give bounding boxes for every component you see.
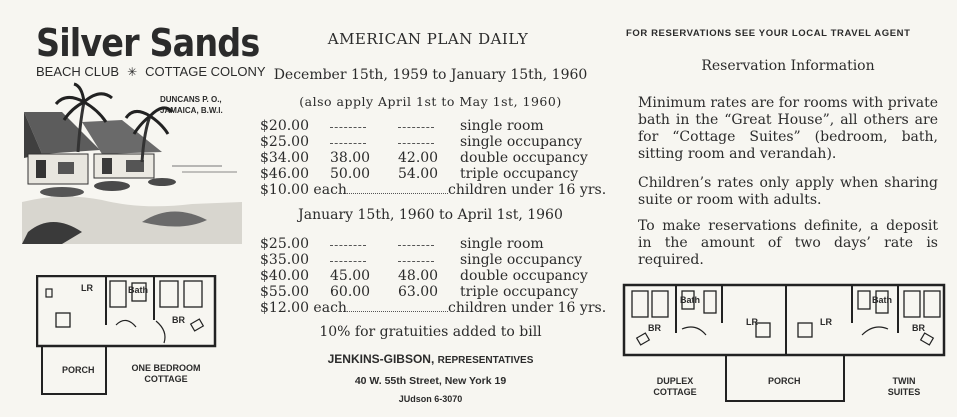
plan-label-lr: LR: [81, 283, 93, 293]
rate-row: [258, 236, 618, 252]
rate-desc: double occupancy: [460, 268, 588, 284]
rate-cell: $46.00: [260, 166, 309, 182]
rate-cell: 63.00: [398, 284, 439, 300]
rate-desc: single occupancy: [460, 134, 583, 150]
caption-line-1: ONE BEDROOM: [131, 363, 201, 373]
plan-label-lr-left: LR: [746, 317, 758, 327]
rate-cell: 38.00: [330, 150, 371, 166]
plan-label-br-right: BR: [912, 323, 925, 333]
rate-cell: 60.00: [330, 284, 371, 300]
brand-title: Silver Sands: [36, 21, 260, 65]
period-1-note: (also apply April 1st to May 1st, 1960): [299, 94, 562, 109]
rate-desc: children under 16 yrs.: [448, 300, 607, 316]
rep-address: 40 W. 55th Street, New York 19: [354, 375, 507, 387]
rate-cell: 54.00: [398, 166, 439, 182]
rate-desc: triple occupancy: [460, 284, 579, 300]
address-line-1: DUNCANS P. O.,: [160, 95, 222, 104]
rate-cell: 42.00: [398, 150, 439, 166]
caption-line-1: DUPLEX: [656, 376, 694, 386]
reservation-para-1: Minimum rates are for rooms with private bath in the “Great House”, all others are for “Cottage Suites” (bedroom, bath, sitting room and verandah).: [638, 95, 938, 162]
rate-row: [258, 284, 618, 300]
caption-line-2: SUITES: [887, 387, 921, 397]
representatives: [258, 352, 603, 366]
dash-placeholder: [398, 252, 434, 262]
rate-desc: triple occupancy: [460, 166, 579, 182]
rates-heading: AMERICAN PLAN DAILY: [327, 30, 529, 48]
period-2-heading: January 15th, 1960 to April 1st, 1960: [298, 207, 563, 223]
rate-desc: single room: [460, 236, 544, 252]
plan-label-bath: Bath: [128, 285, 148, 295]
rate-row: [258, 268, 618, 284]
rate-row: [258, 134, 618, 150]
rate-desc: single occupancy: [460, 252, 583, 268]
rate-desc: single room: [460, 118, 544, 134]
rate-row: [258, 118, 618, 134]
rate-cell: $34.00: [260, 150, 309, 166]
twin-suites-caption: [874, 376, 934, 398]
duplex-caption: [640, 376, 710, 398]
one-bedroom-caption: [126, 363, 206, 385]
rep-title: REPRESENTATIVES: [437, 355, 534, 366]
period-1-heading: December 15th, 1959 to January 15th, 1960: [273, 67, 588, 83]
plan-label-lr-right: LR: [820, 317, 832, 327]
caption-line-2: COTTAGE: [144, 374, 188, 384]
dash-placeholder: [398, 118, 434, 128]
gratuities-note: 10% for gratuities added to bill: [319, 324, 542, 340]
dash-placeholder: [330, 236, 366, 246]
dash-placeholder: [398, 236, 434, 246]
brand-block: [36, 21, 266, 79]
plan-label-br: BR: [172, 315, 185, 325]
rate-row: [258, 166, 618, 182]
cottage-illustration: [22, 82, 242, 244]
dotted-leader: [340, 300, 448, 312]
plan-label-bath-left: Bath: [680, 295, 700, 305]
dash-placeholder: [398, 134, 434, 144]
rate-desc: children under 16 yrs.: [448, 182, 607, 198]
rate-row-children: [258, 300, 618, 316]
rate-cell: $10.00 each: [260, 182, 347, 198]
caption-line-2: COTTAGE: [653, 387, 697, 397]
rate-cell: 48.00: [398, 268, 439, 284]
plan-label-br-left: BR: [648, 323, 661, 333]
rate-cell: $25.00: [260, 134, 309, 150]
dash-placeholder: [330, 118, 366, 128]
rate-cell: $20.00: [260, 118, 309, 134]
rate-cell: $55.00: [260, 284, 309, 300]
rate-cell: $40.00: [260, 268, 309, 284]
reservations-header: FOR RESERVATIONS SEE YOUR LOCAL TRAVEL AGENT: [626, 28, 911, 39]
rate-row: [258, 150, 618, 166]
reservation-title: Reservation Information: [701, 58, 875, 74]
rate-cell: $35.00: [260, 252, 309, 268]
rep-name: JENKINS-GIBSON,: [327, 352, 435, 366]
starburst-icon: ✳: [127, 65, 138, 79]
caption-line-1: TWIN: [892, 376, 916, 386]
rate-cell: 45.00: [330, 268, 371, 284]
dash-placeholder: [330, 134, 366, 144]
brand-subtitle-left: BEACH CLUB: [36, 64, 120, 79]
address-line-2: JAMAICA, B.W.I.: [160, 106, 223, 115]
dotted-leader: [340, 182, 448, 194]
rate-desc: double occupancy: [460, 150, 588, 166]
rate-cell: $12.00 each: [260, 300, 347, 316]
rate-row: [258, 252, 618, 268]
plan-label-porch: PORCH: [62, 365, 95, 375]
brand-subtitle: [36, 64, 266, 79]
rate-cell: 50.00: [330, 166, 371, 182]
rate-cell: $25.00: [260, 236, 309, 252]
plan-label-bath-right: Bath: [872, 295, 892, 305]
brand-subtitle-right: COTTAGE COLONY: [145, 64, 266, 79]
reservation-para-2: Children’s rates only apply when sharing suite or room with adults.: [638, 175, 938, 208]
dash-placeholder: [330, 252, 366, 262]
rate-row-children: [258, 182, 618, 198]
rep-phone: JUdson 6-3070: [398, 394, 463, 404]
reservation-para-3: To make reservations definite, a deposit in the amount of two days’ rate is required.: [638, 218, 938, 268]
plan-label-porch: PORCH: [768, 376, 801, 386]
